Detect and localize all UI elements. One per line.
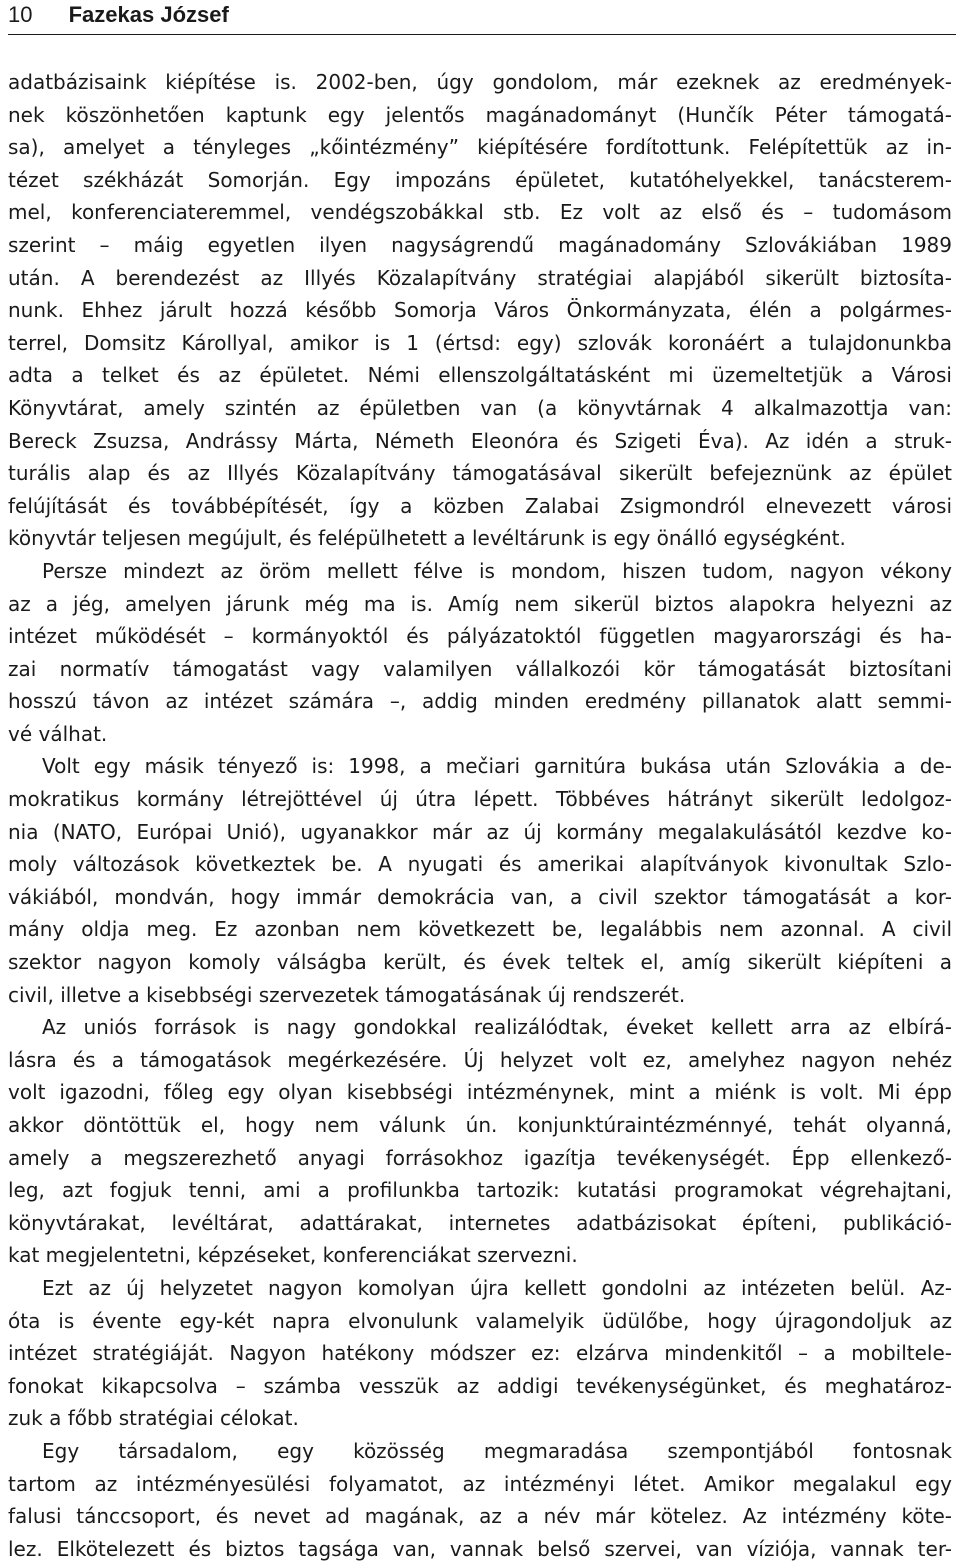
text-line: könyvtár teljesen megújult, és felépülhetett a levéltárunk is egy önálló egységként.	[8, 526, 846, 551]
text-line: Persze mindezt az öröm mellett félve is mondom, hiszen tudom, nagyon vékony	[42, 558, 952, 583]
text-line: Volt egy másik tényező is: 1998, a mečiari garnitúra bukása után Szlovákia a de-	[42, 754, 952, 779]
running-head-author: Fazekas József	[68, 2, 229, 27]
text-line: leg, azt fogjuk tenni, ami a profilunkba tartozik: kutatási programokat végrehajtani,	[8, 1178, 952, 1203]
text-line: falusi tánccsoport, és nevet ad magának, az a név már kötelez. Az intézmény köte-	[8, 1504, 952, 1529]
text-line: lez. Elkötelezett és biztos tagsága van, vannak belső szervei, van víziója, vannak ter-	[8, 1536, 952, 1561]
text-line: fonokat kikapcsolva – számba vesszük az addigi tevékenységünket, és meghatároz-	[8, 1373, 952, 1398]
text-line: zuk a főbb stratégiai célokat.	[8, 1406, 299, 1431]
text-line: lásra és a támogatások megérkezésére. Új helyzet volt ez, amelyhez nagyon nehéz	[8, 1047, 952, 1072]
text-line: óta is évente egy-két napra elvonulunk valamelyik üdülőbe, hogy újragondoljuk az	[8, 1308, 952, 1333]
text-line: Bereck Zsuzsa, Andrássy Márta, Németh Eleonóra és Szigeti Éva). Az idén a struk-	[8, 428, 952, 453]
text-line: moly változások következtek be. A nyugati és amerikai alapítványok kivonultak Szlo-	[8, 852, 952, 877]
text-line: szektor nagyon komoly válságba került, és évek teltek el, amíg sikerült kiépíteni a	[8, 950, 952, 975]
text-line: intézet működését – kormányoktól és pályázatoktól független magyarországi és ha-	[8, 624, 952, 649]
text-line: adta a telket és az épületet. Némi ellenszolgáltatásként mi üzemeltetjük a Városi	[8, 363, 952, 388]
text-line: után. A berendezést az Illyés Közalapítvány stratégiai alapjából sikerült biztosíta-	[8, 265, 952, 290]
text-line: az a jég, amelyen járunk még ma is. Amíg nem sikerül biztos alapokra helyezni az	[8, 591, 952, 616]
text-line: nek köszönhetően kaptunk egy jelentős magánadományt (Hunčík Péter támogatá-	[8, 102, 952, 127]
text-line: szerint – máig egyetlen ilyen nagyságrendű magánadomány Szlovákiában 1989	[8, 232, 952, 257]
text-line: nia (NATO, Európai Unió), ugyanakkor már az új kormány megalakulásától kezdve ko-	[8, 819, 952, 844]
text-line: mel, konferenciateremmel, vendégszobákkal stb. Ez volt az első és – tudomásom	[8, 200, 952, 225]
page-number: 10	[8, 2, 33, 27]
text-line: Egy társadalom, egy közösség megmaradása szempontjából fontosnak	[42, 1438, 952, 1463]
text-line: Könyvtárat, amely szintén az épületben van (a könyvtárnak 4 alkalmazottja van:	[8, 395, 952, 420]
text-line: volt igazodni, főleg egy olyan kisebbségi intézménynek, mint a miénk is volt. Mi épp	[8, 1080, 952, 1105]
text-line: terrel, Domsitz Károllyal, amikor is 1 (értsd: egy) szlovák koronáért a tulajdonunkba	[8, 330, 952, 355]
text-line: tézet székházát Somorján. Egy impozáns épületet, kutatóhelyekkel, tanácsterem-	[8, 167, 952, 192]
text-line: tartom az intézményesülési folyamatot, az intézményi létet. Amikor megalakul egy	[8, 1471, 952, 1496]
text-line: felújítását és továbbépítését, így a közben Zalabai Zsigmondról elnevezett városi	[8, 493, 952, 518]
text-line: mány oldja meg. Ez azonban nem következett be, legalábbis nem azonnal. A civil	[8, 917, 952, 942]
text-line: civil, illetve a kisebbségi szervezetek támogatásának új rendszerét.	[8, 982, 686, 1007]
text-line: amely a megszerezhető anyagi forrásokhoz igazítja tevékenységét. Épp ellenkező-	[8, 1145, 952, 1170]
text-line: zai normatív támogatást vagy valamilyen vállalkozói kör támogatását biztosítani	[8, 656, 952, 681]
text-line: mokratikus kormány létrejöttével új útra lépett. Többéves hátrányt sikerült ledolgoz-	[8, 787, 952, 812]
text-line: adatbázisaink kiépítése is. 2002-ben, úgy gondolom, már ezeknek az eredmények-	[8, 70, 952, 94]
text-line: vákiából, mondván, hogy immár demokrácia van, a civil szektor támogatását a kor-	[8, 884, 952, 909]
text-line: akkor döntöttük el, hogy nem válunk ún. konjunktúraintézménnyé, tehát olyanná,	[8, 1113, 952, 1137]
running-head	[8, 0, 956, 35]
text-line: hosszú távon az intézet számára –, addig minden eredmény pillanatok alatt semmi-	[8, 689, 952, 714]
text-line: intézet stratégiáját. Nagyon hatékony módszer ez: elzárva mindenkitől – a mobiltele-	[8, 1341, 952, 1366]
text-line: sa), amelyet a tényleges „kőintézmény” kiépítésére fordítottunk. Felépítettük az in-	[8, 135, 952, 160]
text-line: vé válhat.	[8, 721, 108, 746]
text-line: Ezt az új helyzetet nagyon komolyan újra kellett gondolni az intézeten belül. Az-	[42, 1275, 952, 1300]
body-text	[8, 66, 952, 1565]
text-line: könyvtárakat, levéltárat, adattárakat, internetes adatbázisokat építeni, publikáció-	[8, 1210, 952, 1235]
text-line: kat megjelentetni, képzéseket, konferenciákat szervezni.	[8, 1243, 578, 1268]
text-line: Az uniós források is nagy gondokkal realizálódtak, éveket kellett arra az elbírá-	[42, 1015, 952, 1040]
text-line: turális alap és az Illyés Közalapítvány támogatásával sikerült befejeznünk az épület	[8, 461, 952, 486]
text-line: nunk. Ehhez járult hozzá később Somorja Város Önkormányzata, élén a polgármes-	[8, 298, 952, 323]
